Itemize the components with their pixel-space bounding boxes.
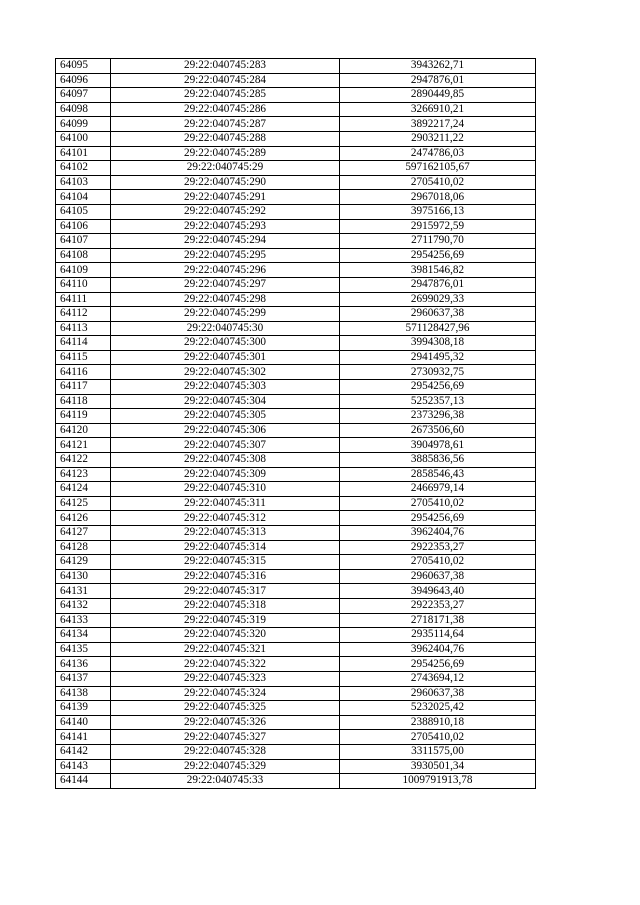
cadastral-value-cell: 2705410,02 <box>340 555 536 570</box>
cadastral-value-cell: 1009791913,78 <box>340 774 536 789</box>
cadastral-value-cell: 2743694,12 <box>340 671 536 686</box>
table-row <box>56 190 536 205</box>
cadastral-number-cell: 29:22:040745:287 <box>111 117 340 132</box>
table-body <box>56 59 536 789</box>
row-number-cell: 64132 <box>56 598 111 613</box>
cadastral-number-cell: 29:22:040745:309 <box>111 467 340 482</box>
row-number-cell: 64121 <box>56 438 111 453</box>
cadastral-value-cell: 2705410,02 <box>340 175 536 190</box>
cadastral-value-cell: 2954256,69 <box>340 248 536 263</box>
table-row <box>56 204 536 219</box>
table-row <box>56 613 536 628</box>
row-number-cell: 64110 <box>56 277 111 292</box>
cadastral-number-cell: 29:22:040745:310 <box>111 482 340 497</box>
cadastral-value-cell: 3311575,00 <box>340 744 536 759</box>
row-number-cell: 64134 <box>56 628 111 643</box>
cadastral-number-cell: 29:22:040745:325 <box>111 701 340 716</box>
row-number-cell: 64125 <box>56 496 111 511</box>
row-number-cell: 64126 <box>56 511 111 526</box>
table-row <box>56 671 536 686</box>
row-number-cell: 64113 <box>56 321 111 336</box>
cadastral-value-cell: 2474786,03 <box>340 146 536 161</box>
cadastral-value-cell: 3962404,76 <box>340 642 536 657</box>
row-number-cell: 64097 <box>56 88 111 103</box>
cadastral-number-cell: 29:22:040745:291 <box>111 190 340 205</box>
cadastral-number-cell: 29:22:040745:327 <box>111 730 340 745</box>
table-row <box>56 88 536 103</box>
row-number-cell: 64116 <box>56 365 111 380</box>
row-number-cell: 64130 <box>56 569 111 584</box>
cadastral-number-cell: 29:22:040745:316 <box>111 569 340 584</box>
cadastral-number-cell: 29:22:040745:314 <box>111 540 340 555</box>
cadastral-value-cell: 3975166,13 <box>340 204 536 219</box>
cadastral-number-cell: 29:22:040745:292 <box>111 204 340 219</box>
table-row <box>56 569 536 584</box>
cadastral-number-cell: 29:22:040745:30 <box>111 321 340 336</box>
row-number-cell: 64105 <box>56 204 111 219</box>
cadastral-number-cell: 29:22:040745:298 <box>111 292 340 307</box>
cadastral-value-cell: 2858546,43 <box>340 467 536 482</box>
cadastral-value-cell: 2705410,02 <box>340 730 536 745</box>
table-row <box>56 336 536 351</box>
cadastral-value-cell: 2947876,01 <box>340 277 536 292</box>
cadastral-value-cell: 2947876,01 <box>340 73 536 88</box>
cadastral-value-cell: 3885836,56 <box>340 453 536 468</box>
table-row <box>56 701 536 716</box>
cadastral-value-cell: 2960637,38 <box>340 569 536 584</box>
table-row <box>56 686 536 701</box>
row-number-cell: 64112 <box>56 307 111 322</box>
table-row <box>56 423 536 438</box>
cadastral-value-cell: 3904978,61 <box>340 438 536 453</box>
cadastral-value-cell: 2890449,85 <box>340 88 536 103</box>
row-number-cell: 64108 <box>56 248 111 263</box>
cadastral-value-cell: 3949643,40 <box>340 584 536 599</box>
row-number-cell: 64129 <box>56 555 111 570</box>
row-number-cell: 64107 <box>56 234 111 249</box>
cadastral-number-cell: 29:22:040745:322 <box>111 657 340 672</box>
row-number-cell: 64123 <box>56 467 111 482</box>
cadastral-number-cell: 29:22:040745:286 <box>111 102 340 117</box>
table-row <box>56 526 536 541</box>
cadastral-value-cell: 2960637,38 <box>340 307 536 322</box>
cadastral-number-cell: 29:22:040745:317 <box>111 584 340 599</box>
table-row <box>56 248 536 263</box>
row-number-cell: 64104 <box>56 190 111 205</box>
row-number-cell: 64143 <box>56 759 111 774</box>
table-row <box>56 263 536 278</box>
cadastral-number-cell: 29:22:040745:329 <box>111 759 340 774</box>
row-number-cell: 64133 <box>56 613 111 628</box>
cadastral-number-cell: 29:22:040745:299 <box>111 307 340 322</box>
table-row <box>56 496 536 511</box>
row-number-cell: 64099 <box>56 117 111 132</box>
cadastral-value-cell: 2935114,64 <box>340 628 536 643</box>
cadastral-value-cell: 2954256,69 <box>340 380 536 395</box>
cadastral-number-cell: 29:22:040745:293 <box>111 219 340 234</box>
cadastral-number-cell: 29:22:040745:321 <box>111 642 340 657</box>
cadastral-value-cell: 3943262,71 <box>340 59 536 74</box>
table-row <box>56 730 536 745</box>
cadastral-value-cell: 2711790,70 <box>340 234 536 249</box>
row-number-cell: 64115 <box>56 350 111 365</box>
table-row <box>56 715 536 730</box>
row-number-cell: 64139 <box>56 701 111 716</box>
table-row <box>56 540 536 555</box>
table-row <box>56 277 536 292</box>
cadastral-number-cell: 29:22:040745:308 <box>111 453 340 468</box>
cadastral-value-cell: 2967018,06 <box>340 190 536 205</box>
cadastral-number-cell: 29:22:040745:300 <box>111 336 340 351</box>
cadastral-value-cell: 2730932,75 <box>340 365 536 380</box>
cadastral-number-cell: 29:22:040745:297 <box>111 277 340 292</box>
cadastral-number-cell: 29:22:040745:29 <box>111 161 340 176</box>
cadastral-value-cell: 3981546,82 <box>340 263 536 278</box>
table-row <box>56 321 536 336</box>
cadastral-number-cell: 29:22:040745:296 <box>111 263 340 278</box>
table-row <box>56 584 536 599</box>
table-row <box>56 657 536 672</box>
cadastral-number-cell: 29:22:040745:295 <box>111 248 340 263</box>
cadastral-value-cell: 5252357,13 <box>340 394 536 409</box>
cadastral-number-cell: 29:22:040745:285 <box>111 88 340 103</box>
table-row <box>56 467 536 482</box>
table-row <box>56 365 536 380</box>
cadastral-number-cell: 29:22:040745:302 <box>111 365 340 380</box>
cadastral-value-cell: 5232025,42 <box>340 701 536 716</box>
row-number-cell: 64118 <box>56 394 111 409</box>
cadastral-value-cell: 2388910,18 <box>340 715 536 730</box>
cadastral-value-cell: 2903211,22 <box>340 131 536 146</box>
cadastral-number-cell: 29:22:040745:33 <box>111 774 340 789</box>
cadastral-value-cell: 3962404,76 <box>340 526 536 541</box>
cadastral-value-cell: 3892217,24 <box>340 117 536 132</box>
row-number-cell: 64109 <box>56 263 111 278</box>
cadastral-value-cell: 2699029,33 <box>340 292 536 307</box>
row-number-cell: 64100 <box>56 131 111 146</box>
table-row <box>56 292 536 307</box>
table-row <box>56 642 536 657</box>
cadastral-value-cell: 3266910,21 <box>340 102 536 117</box>
table-row <box>56 102 536 117</box>
row-number-cell: 64127 <box>56 526 111 541</box>
row-number-cell: 64103 <box>56 175 111 190</box>
table-row <box>56 307 536 322</box>
table-row <box>56 482 536 497</box>
cadastral-number-cell: 29:22:040745:315 <box>111 555 340 570</box>
table-row <box>56 219 536 234</box>
table-row <box>56 394 536 409</box>
row-number-cell: 64137 <box>56 671 111 686</box>
row-number-cell: 64140 <box>56 715 111 730</box>
cadastral-value-cell: 2373296,38 <box>340 409 536 424</box>
row-number-cell: 64131 <box>56 584 111 599</box>
row-number-cell: 64122 <box>56 453 111 468</box>
row-number-cell: 64117 <box>56 380 111 395</box>
row-number-cell: 64144 <box>56 774 111 789</box>
cadastral-number-cell: 29:22:040745:313 <box>111 526 340 541</box>
table-row <box>56 774 536 789</box>
row-number-cell: 64114 <box>56 336 111 351</box>
row-number-cell: 64128 <box>56 540 111 555</box>
table-row <box>56 73 536 88</box>
cadastral-number-cell: 29:22:040745:326 <box>111 715 340 730</box>
row-number-cell: 64119 <box>56 409 111 424</box>
cadastral-value-cell: 2960637,38 <box>340 686 536 701</box>
cadastral-number-cell: 29:22:040745:303 <box>111 380 340 395</box>
cadastral-number-cell: 29:22:040745:311 <box>111 496 340 511</box>
cadastral-number-cell: 29:22:040745:288 <box>111 131 340 146</box>
row-number-cell: 64098 <box>56 102 111 117</box>
cadastral-number-cell: 29:22:040745:312 <box>111 511 340 526</box>
cadastral-number-cell: 29:22:040745:284 <box>111 73 340 88</box>
cadastral-value-cell: 2922353,27 <box>340 540 536 555</box>
table-row <box>56 744 536 759</box>
table-row <box>56 628 536 643</box>
row-number-cell: 64102 <box>56 161 111 176</box>
row-number-cell: 64124 <box>56 482 111 497</box>
cadastral-value-cell: 597162105,67 <box>340 161 536 176</box>
cadastral-value-cell: 2954256,69 <box>340 657 536 672</box>
cadastral-value-table <box>55 58 536 789</box>
cadastral-number-cell: 29:22:040745:283 <box>111 59 340 74</box>
row-number-cell: 64095 <box>56 59 111 74</box>
row-number-cell: 64141 <box>56 730 111 745</box>
cadastral-value-cell: 2941495,32 <box>340 350 536 365</box>
table-row <box>56 438 536 453</box>
table-row <box>56 131 536 146</box>
cadastral-value-cell: 2954256,69 <box>340 511 536 526</box>
cadastral-number-cell: 29:22:040745:304 <box>111 394 340 409</box>
cadastral-value-cell: 2466979,14 <box>340 482 536 497</box>
cadastral-number-cell: 29:22:040745:323 <box>111 671 340 686</box>
cadastral-number-cell: 29:22:040745:318 <box>111 598 340 613</box>
row-number-cell: 64111 <box>56 292 111 307</box>
cadastral-value-cell: 2915972,59 <box>340 219 536 234</box>
cadastral-value-cell: 2922353,27 <box>340 598 536 613</box>
table-row <box>56 453 536 468</box>
table-row <box>56 117 536 132</box>
table-row <box>56 350 536 365</box>
row-number-cell: 64136 <box>56 657 111 672</box>
cadastral-value-cell: 571128427,96 <box>340 321 536 336</box>
table-row <box>56 234 536 249</box>
row-number-cell: 64142 <box>56 744 111 759</box>
cadastral-number-cell: 29:22:040745:328 <box>111 744 340 759</box>
cadastral-value-cell: 2673506,60 <box>340 423 536 438</box>
cadastral-number-cell: 29:22:040745:289 <box>111 146 340 161</box>
row-number-cell: 64135 <box>56 642 111 657</box>
cadastral-value-cell: 2718171,38 <box>340 613 536 628</box>
cadastral-number-cell: 29:22:040745:306 <box>111 423 340 438</box>
table-row <box>56 511 536 526</box>
cadastral-number-cell: 29:22:040745:307 <box>111 438 340 453</box>
table-row <box>56 759 536 774</box>
table-row <box>56 598 536 613</box>
row-number-cell: 64120 <box>56 423 111 438</box>
table-row <box>56 175 536 190</box>
row-number-cell: 64096 <box>56 73 111 88</box>
table-row <box>56 555 536 570</box>
cadastral-number-cell: 29:22:040745:305 <box>111 409 340 424</box>
cadastral-number-cell: 29:22:040745:320 <box>111 628 340 643</box>
table-row <box>56 409 536 424</box>
row-number-cell: 64106 <box>56 219 111 234</box>
table-row <box>56 380 536 395</box>
table-row <box>56 146 536 161</box>
cadastral-number-cell: 29:22:040745:319 <box>111 613 340 628</box>
row-number-cell: 64138 <box>56 686 111 701</box>
cadastral-value-cell: 3930501,34 <box>340 759 536 774</box>
cadastral-number-cell: 29:22:040745:294 <box>111 234 340 249</box>
cadastral-value-cell: 2705410,02 <box>340 496 536 511</box>
cadastral-number-cell: 29:22:040745:290 <box>111 175 340 190</box>
cadastral-number-cell: 29:22:040745:301 <box>111 350 340 365</box>
cadastral-number-cell: 29:22:040745:324 <box>111 686 340 701</box>
table-row <box>56 59 536 74</box>
row-number-cell: 64101 <box>56 146 111 161</box>
cadastral-value-cell: 3994308,18 <box>340 336 536 351</box>
table-row <box>56 161 536 176</box>
